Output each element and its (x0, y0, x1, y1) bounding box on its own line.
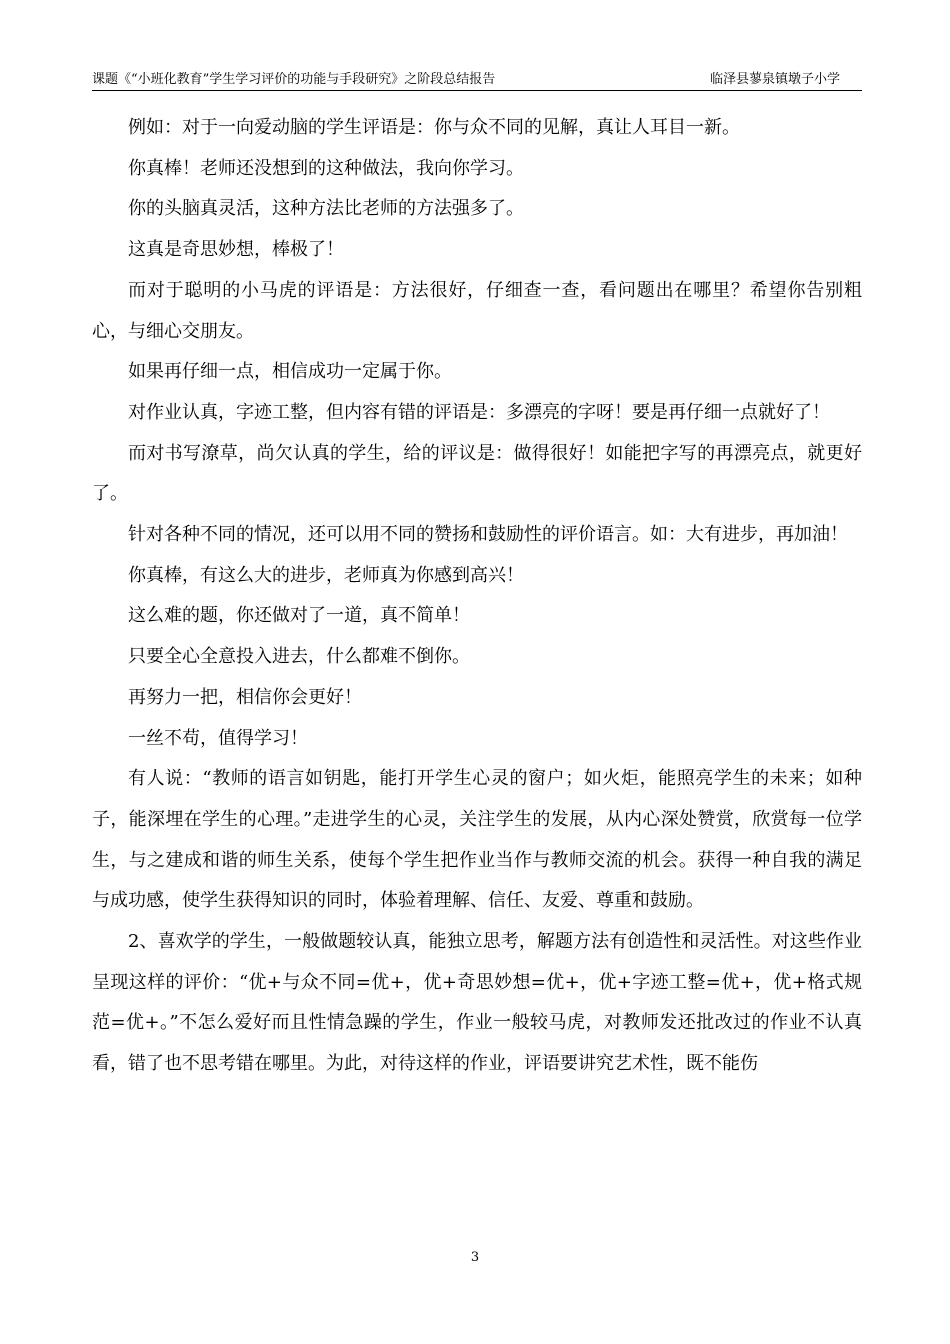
document-body (92, 108, 862, 1085)
paragraph-comment-4: 如果再仔细一点，相信成功一定属于你。 (128, 361, 452, 383)
paragraph-comment-2: 你的头脑真灵活，这种方法比老师的方法强多了。 (128, 198, 524, 220)
header-school-name: 临泽县蓼泉镇墩子小学 (709, 72, 840, 87)
header-report-title: 课题《“小班化教育”学生学习评价的功能与手段研究》之阶段总结报告 (92, 72, 496, 87)
page-number: 3 (470, 1250, 480, 1265)
paragraph-sloppy-writing: 而对书写潦草，尚欠认真的学生，给的评议是：做得很好！如能把字写的再漂亮点，就更好了。 (92, 442, 862, 505)
page-header (92, 70, 862, 90)
paragraph-comment-8: 再努力一把，相信你会更好！ (128, 686, 362, 708)
paragraph-neat-writing: 对作业认真，字迹工整，但内容有错的评语是：多漂亮的字呀！要是再仔细一点就好了！ (128, 401, 830, 423)
paragraph-comment-6: 这么难的题，你还做对了一道，真不简单！ (128, 605, 470, 627)
paragraph-comment-1: 你真棒！老师还没想到的这种做法，我向你学习。 (128, 157, 524, 179)
paragraph-comment-9: 一丝不苟，值得学习！ (128, 727, 308, 749)
paragraph-comment-5: 你真棒，有这么大的进步，老师真为你感到高兴！ (128, 564, 524, 586)
paragraph-comment-3: 这真是奇思妙想，棒极了！ (128, 239, 344, 261)
paragraph-comment-7: 只要全心全意投入进去，什么都难不倒你。 (128, 646, 470, 668)
paragraph-section-2: 2、喜欢学的学生，一般做题较认真，能独立思考，解题方法有创造性和灵活性。对这些作业呈现这样的评价：“优+与众不同=优+，优+奇思妙想=优+，优+字迹工整=优+，优+格式规范=优+。”不怎么爱好而且性情急躁的学生，作业一般较马虎，对教师发还批改过的作业不认真看，错了也不思考错在哪里。为此，对待这样的作业，评语要讲究艺术性，既不能伤 (92, 931, 862, 1075)
paragraph-example-intro: 例如：对于一向爱动脑的学生评语是：你与众不同的见解，真让人耳目一新。 (128, 117, 740, 138)
paragraph-encouragement-intro: 针对各种不同的情况，还可以用不同的赞扬和鼓励性的评价语言。如：大有进步，再加油！ (128, 524, 848, 546)
paragraph-careless-student: 而对于聪明的小马虎的评语是：方法很好，仔细查一查，看问题出在哪里？希望你告别粗心，与细心交朋友。 (92, 279, 862, 342)
header-divider (92, 90, 862, 91)
paragraph-teacher-language: 有人说：“教师的语言如钥匙，能打开学生心灵的窗户；如火炬，能照亮学生的未来；如种子，能深埋在学生的心理。”走进学生的心灵，关注学生的发展，从内心深处赞赏，欣赏每一位学生，与之建成和谐的师生关系，使每个学生把作业当作与教师交流的机会。获得一种自我的满足与成功感，使学生获得知识的同时，体验着理解、信任、友爱、尊重和鼓励。 (92, 768, 862, 912)
